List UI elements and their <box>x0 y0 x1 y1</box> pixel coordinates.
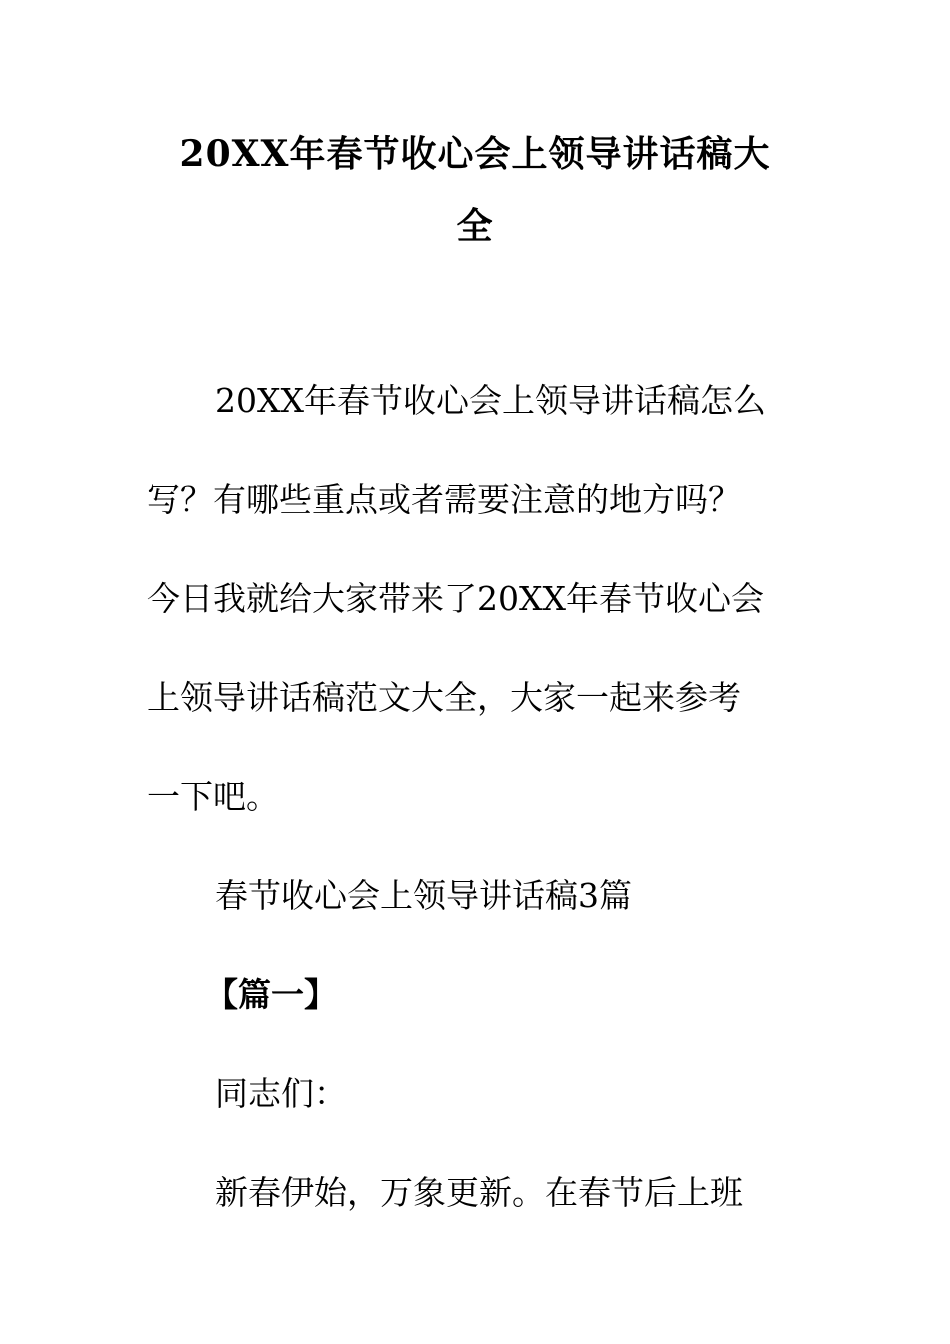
intro-line-4: 上领导讲话稿范文大全，大家一起来参考 <box>147 678 741 717</box>
body-line-1: 新春伊始，万象更新。在春节后上班 <box>215 1173 743 1212</box>
salutation: 同志们： <box>215 1074 347 1113</box>
subtitle: 春节收心会上领导讲话稿3篇 <box>215 876 632 915</box>
intro-line-1: 20XX年春节收心会上领导讲话稿怎么 <box>215 381 766 420</box>
title-line-1: 20XX年春节收心会上领导讲话稿大 <box>179 133 771 175</box>
intro-line-3: 今日我就给大家带来了20XX年春节收心会 <box>147 579 764 618</box>
section-heading: 【篇一】 <box>205 975 337 1014</box>
document-title <box>130 118 820 262</box>
intro-line-2: 写？有哪些重点或者需要注意的地方吗？ <box>147 480 741 519</box>
title-line-2: 全 <box>456 205 494 247</box>
intro-line-5: 一下吧。 <box>147 777 279 816</box>
